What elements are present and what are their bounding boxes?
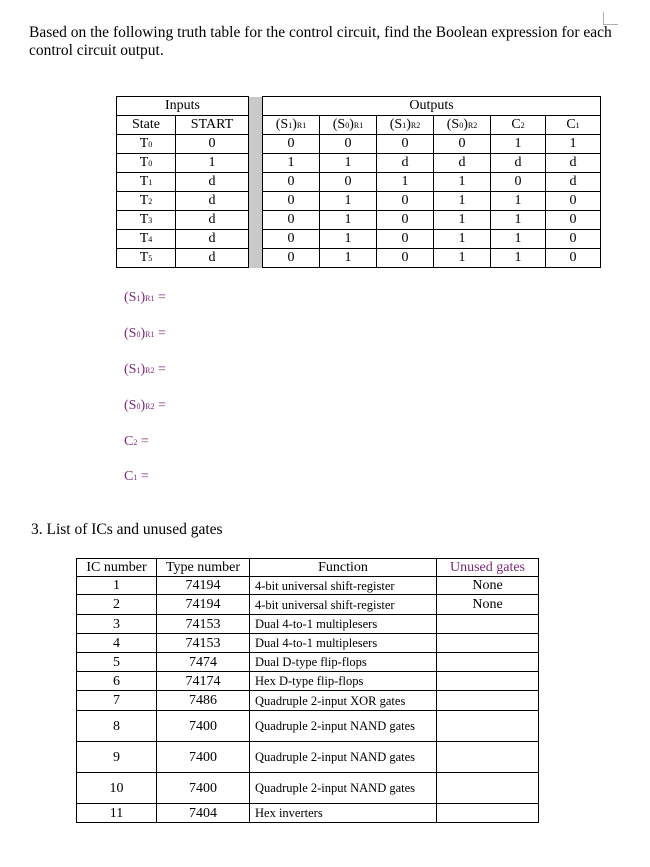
equation-tail: = <box>154 326 166 341</box>
function-cell: 4-bit universal shift-register <box>250 595 437 615</box>
truth-row <box>117 173 601 192</box>
output-cell: 1 <box>320 154 377 173</box>
output-cell: 0 <box>377 249 434 268</box>
state-subscript: 4 <box>148 234 153 244</box>
shaded-divider <box>249 97 263 268</box>
ic-number-cell: 11 <box>77 804 157 823</box>
truth-col-header-sub1: 1 <box>575 120 580 130</box>
function-cell: Quadruple 2-input XOR gates <box>250 691 437 711</box>
equation-tail: = <box>154 362 166 377</box>
equation-mid: ) <box>140 398 146 413</box>
output-cell: 1 <box>491 211 546 230</box>
output-cell: 0 <box>546 192 601 211</box>
state-letter: T <box>139 230 149 246</box>
output-cell: 0 <box>320 173 377 192</box>
output-cell: 1 <box>434 249 491 268</box>
ic-row <box>77 691 539 711</box>
truth-col-header-mid: ) <box>349 116 354 132</box>
output-cell: 1 <box>320 249 377 268</box>
truth-col-header <box>377 116 434 135</box>
truth-col-header-sub2: R2 <box>410 120 421 130</box>
ic-row <box>77 653 539 672</box>
function-cell: Dual 4-to-1 multiplesers <box>250 634 437 653</box>
state-cell <box>117 192 176 211</box>
unused-gates-cell <box>437 773 539 804</box>
outputs-group-header: Outputs <box>263 97 601 116</box>
output-cell: 0 <box>377 211 434 230</box>
output-cell: 0 <box>263 173 320 192</box>
truth-row <box>117 249 601 268</box>
start-cell: d <box>176 192 249 211</box>
equation-mid: ) <box>140 362 146 377</box>
truth-col-header-main: (S <box>332 116 346 132</box>
state-cell <box>117 211 176 230</box>
ic-number-cell: 8 <box>77 711 157 742</box>
output-cell: 1 <box>263 154 320 173</box>
state-letter: T <box>139 173 149 189</box>
state-letter: T <box>139 192 149 208</box>
output-cell: 0 <box>320 135 377 154</box>
truth-col-header-mid: ) <box>292 116 297 132</box>
truth-group-row <box>117 97 601 116</box>
ic-row <box>77 577 539 595</box>
ic-col-header: Function <box>250 559 437 577</box>
output-cell: 1 <box>320 192 377 211</box>
unused-gates-cell <box>437 804 539 823</box>
equation-line <box>124 326 166 342</box>
output-cell: 0 <box>263 135 320 154</box>
ic-number-cell: 10 <box>77 773 157 804</box>
equation-mid: ) <box>140 290 146 305</box>
equation-sub2: R1 <box>145 330 155 339</box>
state-subscript: 3 <box>148 215 153 225</box>
output-cell: 1 <box>491 192 546 211</box>
ic-col-header: IC number <box>77 559 157 577</box>
unused-gates-cell <box>437 742 539 773</box>
output-cell: d <box>491 154 546 173</box>
truth-col-header-main: (S <box>446 116 460 132</box>
unused-gates-cell <box>437 672 539 691</box>
state-subscript: 1 <box>148 177 153 187</box>
output-cell: 0 <box>491 173 546 192</box>
truth-header-row <box>117 116 601 135</box>
function-cell: Quadruple 2-input NAND gates <box>250 742 437 773</box>
unused-gates-cell: None <box>437 595 539 615</box>
ic-number-cell: 1 <box>77 577 157 595</box>
truth-col-header-sub1: 0 <box>345 120 350 130</box>
output-cell: 1 <box>546 135 601 154</box>
equation-line <box>124 434 149 450</box>
truth-row <box>117 192 601 211</box>
inputs-group-header: Inputs <box>117 97 249 116</box>
type-number-cell: 74174 <box>157 672 250 691</box>
ic-number-cell: 3 <box>77 615 157 634</box>
function-cell: Quadruple 2-input NAND gates <box>250 773 437 804</box>
equation-sub2: R2 <box>145 366 155 375</box>
ic-number-cell: 4 <box>77 634 157 653</box>
intro-paragraph: Based on the following truth table for the control circuit, find the Boolean expression for each control circuit output. <box>29 24 612 59</box>
truth-col-header-sub2: R1 <box>353 120 364 130</box>
function-cell: Hex D-type flip-flops <box>250 672 437 691</box>
equation-sub1: 2 <box>133 438 138 447</box>
truth-row <box>117 154 601 173</box>
output-cell: 1 <box>377 173 434 192</box>
start-cell: 1 <box>176 154 249 173</box>
start-cell: 0 <box>176 135 249 154</box>
equation-tail: = <box>154 290 166 305</box>
equation-tail: = <box>137 469 149 484</box>
type-number-cell: 7400 <box>157 773 250 804</box>
function-cell: Dual 4-to-1 multiplesers <box>250 615 437 634</box>
function-cell: Dual D-type flip-flops <box>250 653 437 672</box>
equation-sub2: R1 <box>145 294 155 303</box>
type-number-cell: 7486 <box>157 691 250 711</box>
unused-gates-cell <box>437 653 539 672</box>
equation-line <box>124 469 149 485</box>
ic-number-cell: 2 <box>77 595 157 615</box>
state-letter: T <box>139 154 149 170</box>
type-number-cell: 74153 <box>157 634 250 653</box>
output-cell: 1 <box>434 230 491 249</box>
unused-gates-cell <box>437 615 539 634</box>
truth-col-header-main: (S <box>389 116 403 132</box>
truth-col-header-main: (S <box>275 116 289 132</box>
output-cell: 1 <box>491 249 546 268</box>
ic-row <box>77 711 539 742</box>
equation-sub1: 0 <box>136 402 141 411</box>
section-title: 3. List of ICs and unused gates <box>31 521 223 538</box>
truth-row <box>117 230 601 249</box>
equation-sub1: 1 <box>136 366 141 375</box>
state-letter: T <box>139 249 149 265</box>
truth-col-header-main: C <box>566 116 576 132</box>
unused-gates-cell <box>437 711 539 742</box>
truth-col-header-sub1: 1 <box>402 120 407 130</box>
state-letter: T <box>139 211 149 227</box>
output-cell: 1 <box>434 211 491 230</box>
truth-col-header-main: C <box>511 116 521 132</box>
ic-row <box>77 615 539 634</box>
state-cell <box>117 230 176 249</box>
truth-col-header <box>176 116 249 135</box>
output-cell: 0 <box>546 249 601 268</box>
ic-row <box>77 742 539 773</box>
output-cell: 1 <box>320 211 377 230</box>
function-cell: 4-bit universal shift-register <box>250 577 437 595</box>
equation-main: (S <box>124 398 137 413</box>
unused-gates-cell <box>437 634 539 653</box>
unused-gates-cell: None <box>437 577 539 595</box>
start-cell: d <box>176 249 249 268</box>
truth-col-header <box>434 116 491 135</box>
equation-main: (S <box>124 290 137 305</box>
truth-col-header-mid: ) <box>406 116 411 132</box>
type-number-cell: 7400 <box>157 711 250 742</box>
output-cell: d <box>546 173 601 192</box>
output-cell: d <box>546 154 601 173</box>
equation-tail: = <box>154 398 166 413</box>
truth-col-header <box>320 116 377 135</box>
ic-row <box>77 595 539 615</box>
state-subscript: 0 <box>148 139 153 149</box>
truth-col-header-sub2: R2 <box>467 120 478 130</box>
ic-row <box>77 634 539 653</box>
truth-col-header-sub1: 0 <box>459 120 464 130</box>
output-cell: 1 <box>491 230 546 249</box>
type-number-cell: 74194 <box>157 595 250 615</box>
truth-col-header-mid: ) <box>463 116 468 132</box>
equation-main: (S <box>124 326 137 341</box>
state-subscript: 5 <box>148 253 153 263</box>
ic-number-cell: 7 <box>77 691 157 711</box>
ic-number-cell: 5 <box>77 653 157 672</box>
ic-col-header: Type number <box>157 559 250 577</box>
output-cell: 0 <box>377 135 434 154</box>
truth-col-header <box>546 116 601 135</box>
type-number-cell: 7474 <box>157 653 250 672</box>
truth-col-header-sub2: R1 <box>296 120 307 130</box>
output-cell: 0 <box>546 230 601 249</box>
output-cell: 1 <box>434 173 491 192</box>
output-cell: 0 <box>263 192 320 211</box>
ic-number-cell: 6 <box>77 672 157 691</box>
output-cell: 0 <box>377 192 434 211</box>
state-subscript: 2 <box>148 196 153 206</box>
type-number-cell: 74194 <box>157 577 250 595</box>
state-letter: T <box>139 135 149 151</box>
type-number-cell: 7404 <box>157 804 250 823</box>
truth-col-header <box>491 116 546 135</box>
equation-mid: ) <box>140 326 146 341</box>
state-cell <box>117 173 176 192</box>
output-cell: 0 <box>377 230 434 249</box>
equation-line <box>124 290 166 306</box>
ic-col-header: Unused gates <box>437 559 539 577</box>
equation-tail: = <box>137 434 149 449</box>
ic-table <box>76 558 539 823</box>
function-cell: Hex inverters <box>250 804 437 823</box>
truth-row <box>117 135 601 154</box>
equation-sub1: 0 <box>136 330 141 339</box>
unused-gates-cell <box>437 691 539 711</box>
type-number-cell: 7400 <box>157 742 250 773</box>
output-cell: d <box>377 154 434 173</box>
output-cell: 0 <box>434 135 491 154</box>
output-cell: 1 <box>320 230 377 249</box>
truth-col-header-sub1: 1 <box>288 120 293 130</box>
ic-header-row <box>77 559 539 577</box>
function-cell: Quadruple 2-input NAND gates <box>250 711 437 742</box>
truth-col-header-main: START <box>190 117 234 132</box>
truth-col-header <box>263 116 320 135</box>
type-number-cell: 74153 <box>157 615 250 634</box>
state-cell <box>117 249 176 268</box>
equation-main: C <box>124 434 134 449</box>
equation-main: C <box>124 469 134 484</box>
start-cell: d <box>176 173 249 192</box>
equation-sub1: 1 <box>133 473 138 482</box>
state-cell <box>117 154 176 173</box>
ic-row <box>77 672 539 691</box>
equation-line <box>124 398 166 414</box>
state-subscript: 0 <box>148 158 153 168</box>
ic-row <box>77 804 539 823</box>
equation-sub2: R2 <box>145 402 155 411</box>
state-cell <box>117 135 176 154</box>
truth-col-header-sub1: 2 <box>520 120 525 130</box>
truth-row <box>117 211 601 230</box>
truth-col-header-main: State <box>132 117 160 132</box>
output-cell: d <box>434 154 491 173</box>
equation-line <box>124 362 166 378</box>
output-cell: 0 <box>263 211 320 230</box>
output-cell: 1 <box>434 192 491 211</box>
start-cell: d <box>176 211 249 230</box>
truth-col-header <box>117 116 176 135</box>
output-cell: 0 <box>263 249 320 268</box>
output-cell: 0 <box>263 230 320 249</box>
ic-row <box>77 773 539 804</box>
output-cell: 0 <box>546 211 601 230</box>
truth-table <box>116 96 601 268</box>
output-cell: 1 <box>491 135 546 154</box>
start-cell: d <box>176 230 249 249</box>
equation-main: (S <box>124 362 137 377</box>
equation-sub1: 1 <box>136 294 141 303</box>
ic-number-cell: 9 <box>77 742 157 773</box>
